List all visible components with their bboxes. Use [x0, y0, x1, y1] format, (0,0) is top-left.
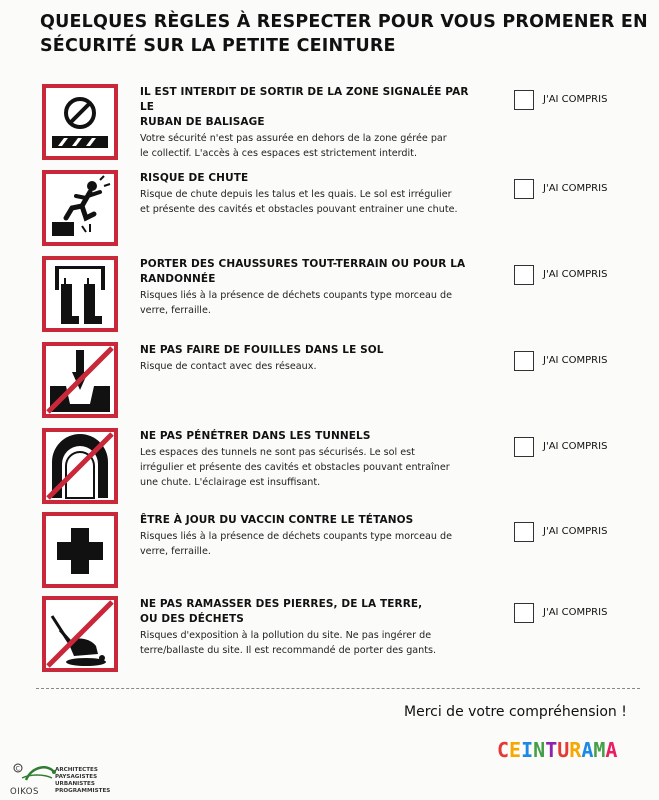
heading-line: RISQUE DE CHUTE [140, 172, 249, 184]
page-title [40, 10, 648, 58]
heading-line: RUBAN DE BALISAGE [140, 116, 265, 128]
title-line-2: SÉCURITÉ SUR LA PETITE CEINTURE [40, 36, 396, 56]
rule-pictogram [42, 512, 118, 588]
description-line: irrégulier et présente des cavités et obstacles pouvant entraîner [140, 462, 450, 473]
rule-item-shoes [0, 256, 659, 346]
brand-letter: E [509, 738, 522, 762]
heading-line: RANDONNÉE [140, 273, 216, 285]
understood-checkbox[interactable] [514, 603, 534, 623]
description-line: Risque de contact avec des réseaux. [140, 361, 317, 372]
tagline-line: ARCHITECTES [55, 767, 98, 773]
divider [36, 688, 640, 689]
description-line: Votre sécurité n'est pas assurée en dehors de la zone gérée par [140, 133, 447, 144]
description-line: terre/ballaste du site. Il est recommandé de porter des gants. [140, 645, 437, 656]
no-exit-barrier-icon [46, 88, 114, 156]
heading-line: NE PAS FAIRE DE FOUILLES DANS LE SOL [140, 344, 384, 356]
rule-description [140, 288, 475, 318]
no-tunnel-icon [46, 432, 114, 500]
rule-item-fall-risk [0, 170, 659, 260]
heading-line: NE PAS PÉNÉTRER DANS LES TUNNELS [140, 430, 371, 442]
svg-text:C: C [15, 765, 20, 773]
rule-description [140, 131, 475, 161]
rule-text [140, 597, 475, 658]
understood-checkbox[interactable] [514, 90, 534, 110]
rule-pictogram [42, 256, 118, 332]
oikos-tagline [55, 767, 110, 795]
no-digging-icon [46, 346, 114, 414]
rule-heading [140, 171, 475, 186]
rule-heading [140, 597, 475, 627]
understood-label: J'AI COMPRIS [543, 355, 608, 366]
understood-label: J'AI COMPRIS [543, 269, 608, 280]
brand-letter: A [581, 738, 594, 762]
rule-text [140, 343, 475, 374]
falling-person-icon [46, 174, 114, 242]
rule-description [140, 529, 475, 559]
no-picking-up-icon [46, 600, 114, 668]
rule-text [140, 513, 475, 559]
boots-icon [46, 260, 114, 328]
description-line: verre, ferraille. [140, 546, 211, 557]
rule-item-no-tunnels [0, 428, 659, 518]
tagline-line: URBANISTES [55, 781, 95, 787]
understood-label: J'AI COMPRIS [543, 526, 608, 537]
brand-letter: C [497, 738, 510, 762]
understood-label: J'AI COMPRIS [543, 94, 608, 105]
medical-cross-icon [46, 516, 114, 584]
description-line: et présente des cavités et obstacles pouvant entrainer une chute. [140, 204, 458, 215]
tagline-line: PROGRAMMISTES [55, 788, 111, 794]
understood-label: J'AI COMPRIS [543, 441, 608, 452]
description-line: Les espaces des tunnels ne sont pas sécurisés. Le sol est [140, 447, 415, 458]
brand-letter: I [521, 738, 534, 762]
rule-item-no-picking-up [0, 596, 659, 686]
understood-checkbox[interactable] [514, 179, 534, 199]
understood-checkbox[interactable] [514, 522, 534, 542]
heading-line: OU DES DÉCHETS [140, 613, 244, 625]
heading-line: PORTER DES CHAUSSURES TOUT-TERRAIN OU POUR LA [140, 258, 466, 270]
description-line: Risques liés à la présence de déchets coupants type morceau de [140, 290, 452, 301]
ceinturama-logo [497, 738, 617, 762]
understood-checkbox[interactable] [514, 437, 534, 457]
tagline-line: PAYSAGISTES [55, 774, 98, 780]
rule-pictogram [42, 596, 118, 672]
description-line: Risque de chute depuis les talus et les quais. Le sol est irrégulier [140, 189, 452, 200]
description-line: le collectif. L'accès à ces espaces est strictement interdit. [140, 148, 417, 159]
rule-item-no-digging [0, 342, 659, 432]
rule-item-tetanus [0, 512, 659, 602]
rule-pictogram [42, 84, 118, 160]
rule-pictogram [42, 428, 118, 504]
understood-checkbox[interactable] [514, 351, 534, 371]
description-line: Risques d'exposition à la pollution du site. Ne pas ingérer de [140, 630, 432, 641]
rule-text [140, 171, 475, 217]
brand-letter: A [605, 738, 618, 762]
rule-text [140, 85, 475, 161]
rule-heading [140, 343, 475, 358]
rule-description [140, 445, 475, 490]
rule-heading [140, 85, 475, 130]
rule-pictogram [42, 342, 118, 418]
brand-letter: R [569, 738, 582, 762]
brand-letter: U [557, 738, 570, 762]
rule-item-exit-zone [0, 84, 659, 174]
rule-pictogram [42, 170, 118, 246]
brand-letter: T [545, 738, 558, 762]
description-line: Risques liés à la présence de déchets coupants type morceau de [140, 531, 452, 542]
heading-line: NE PAS RAMASSER DES PIERRES, DE LA TERRE, [140, 598, 423, 610]
thank-you-text: Merci de votre compréhension ! [404, 704, 627, 720]
rule-heading [140, 429, 475, 444]
description-line: verre, ferraille. [140, 305, 211, 316]
rule-text [140, 257, 475, 318]
heading-line: ÊTRE À JOUR DU VACCIN CONTRE LE TÉTANOS [140, 514, 414, 526]
rule-heading [140, 513, 475, 528]
oikos-logo-text: OIKOS [10, 787, 39, 797]
rule-description [140, 187, 475, 217]
brand-letter: M [593, 738, 606, 762]
rule-description [140, 359, 475, 374]
brand-letter: N [533, 738, 546, 762]
heading-line: IL EST INTERDIT DE SORTIR DE LA ZONE SIGNALÉE PAR LE [140, 86, 469, 113]
rule-heading [140, 257, 475, 287]
understood-label: J'AI COMPRIS [543, 183, 608, 194]
understood-checkbox[interactable] [514, 265, 534, 285]
rule-description [140, 628, 475, 658]
understood-label: J'AI COMPRIS [543, 607, 608, 618]
description-line: une chute. L'éclairage est insuffisant. [140, 477, 321, 488]
title-line-1: QUELQUES RÈGLES À RESPECTER POUR VOUS PROMENER EN [40, 12, 648, 32]
rule-text [140, 429, 475, 490]
